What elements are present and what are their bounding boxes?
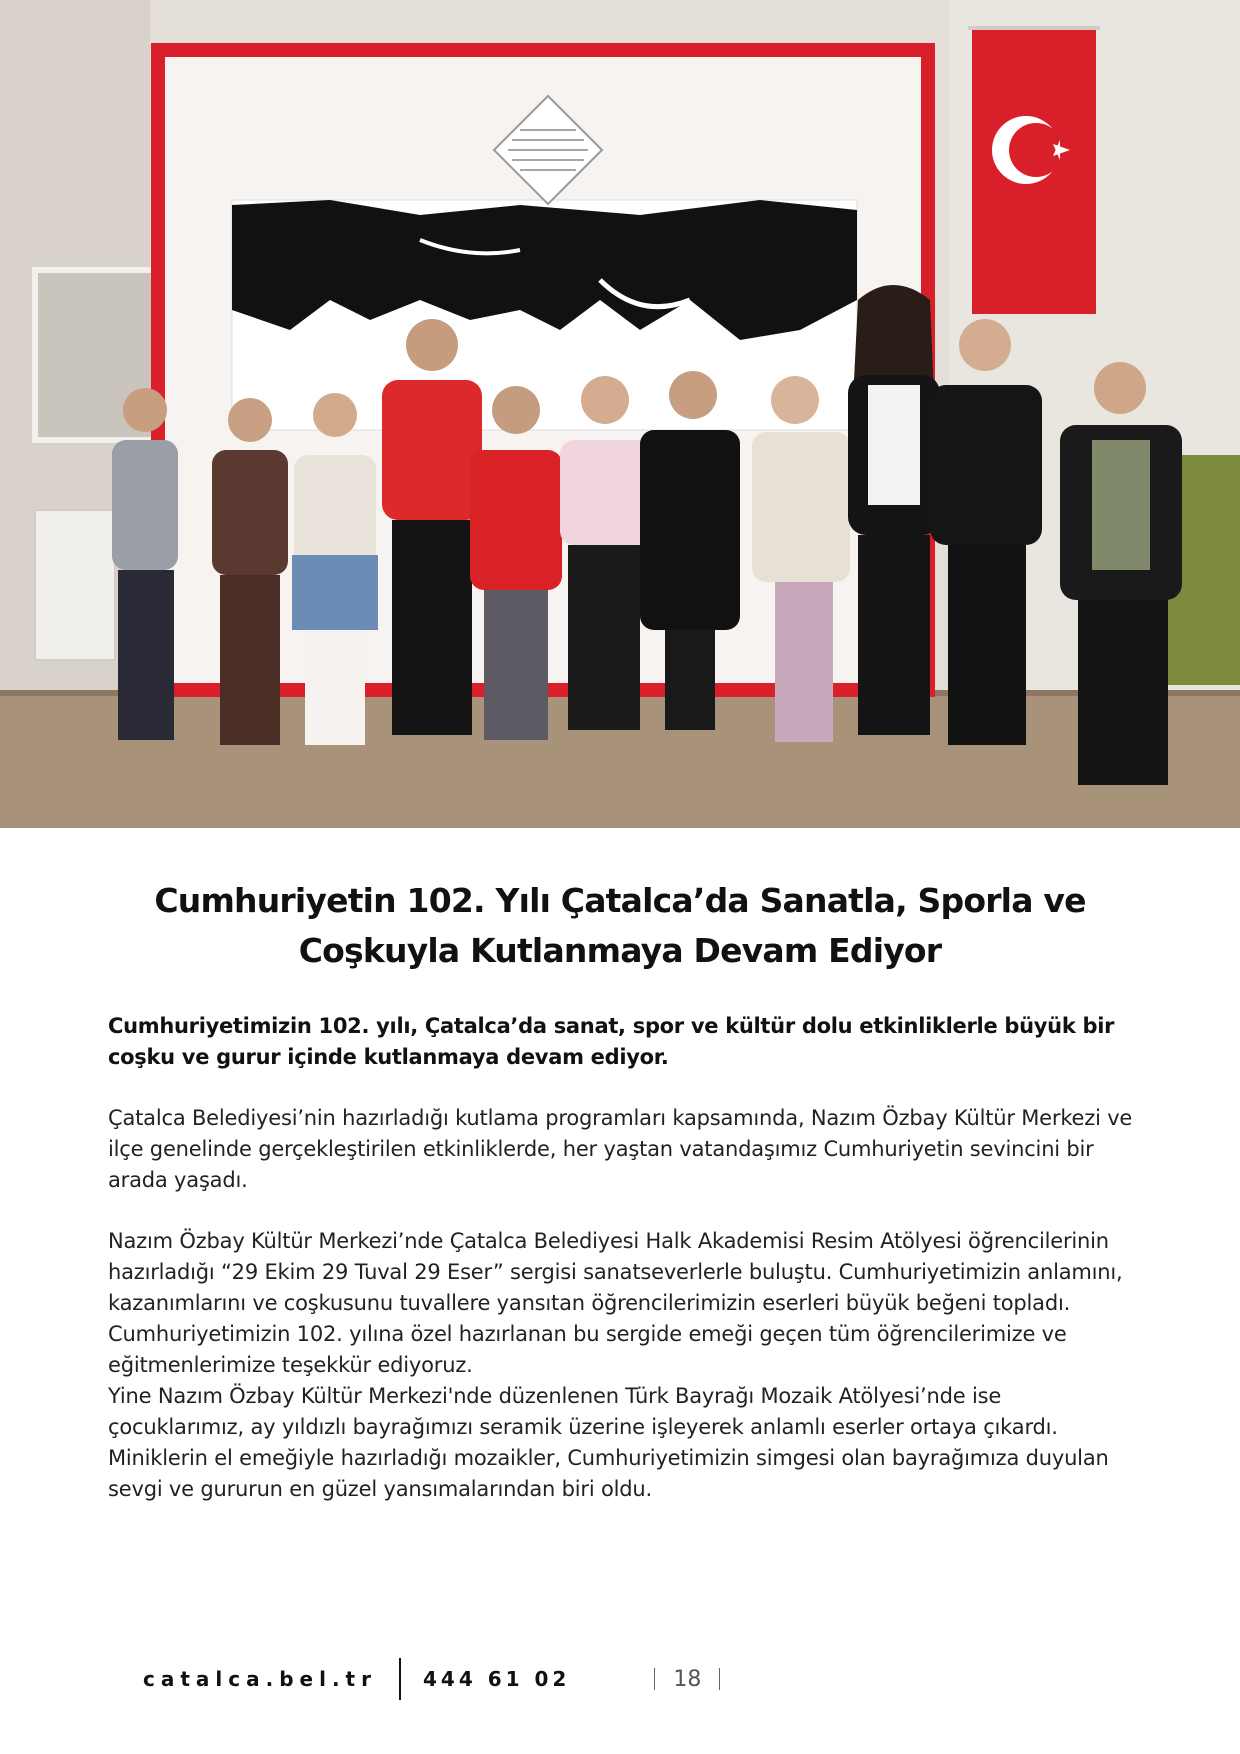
article-paragraph-2: Nazım Özbay Kültür Merkezi’nde Çatalca Belediyesi Halk Akademisi Resim Atölyesi öğrencilerinin hazırladığı “29 Ekim 29 Tuval 29 Eser” sergisi sanatseverlerle buluştu. Cumhuriyetimizin anlamını, kazanımlarını ve coşkusunu tuvallere yansıtan öğrencilerimizin eserleri büyük beğeni topladı. Cumhuriyetimizin 102. yılına özel hazırlanan bu sergide emeği geçen tüm öğrencilerimize ve eğitmenlerimize teşekkür ediyoruz. [108,1229,1123,1377]
page-number-box [636,1667,738,1692]
page-number: 18 [673,1666,702,1692]
page-number-divider-left [654,1668,655,1690]
article-title-line-2: Coşkuyla Kutlanmaya Devam Ediyor [298,931,942,970]
page-footer [143,1656,738,1702]
event-photo-illustration [0,0,1240,828]
turkish-flag [968,28,1100,314]
footer-phone[interactable]: 444 61 02 [422,1667,571,1691]
article-paragraph-3: Yine Nazım Özbay Kültür Merkezi'nde düzenlenen Türk Bayrağı Mozaik Atölyesi’nde ise çocuklarımız, ay yıldızlı bayrağımızı seramik üzerine işleyerek anlamlı eserler ortaya çıkardı. Miniklerin el emeğiyle hazırladığı mozaikler, Cumhuriyetimizin simgesi olan bayrağımıza duyulan sevgi ve gururun en güzel yansımalarından biri oldu. [108,1384,1109,1501]
article-body [108,1011,1138,1505]
article-title-line-1: Cumhuriyetin 102. Yılı Çatalca’da Sanatla, Sporla ve [154,881,1086,920]
event-photo [0,0,1240,828]
article-title [100,876,1140,976]
footer-divider [399,1658,401,1700]
article-paragraph-1: Çatalca Belediyesi’nin hazırladığı kutlama programları kapsamında, Nazım Özbay Kültür Merkezi ve ilçe genelinde gerçekleştirilen etkinliklerde, her yaştan vatandaşımız Cumhuriyetin sevincini bir arada yaşadı. [108,1106,1133,1192]
article-lead: Cumhuriyetimizin 102. yılı, Çatalca’da sanat, spor ve kültür dolu etkinliklerle büyük bir coşku ve gurur içinde kutlanmaya devam ediyor. [108,1014,1115,1069]
footer-website[interactable]: catalca.bel.tr [143,1667,377,1691]
page-number-divider-right [719,1668,720,1690]
